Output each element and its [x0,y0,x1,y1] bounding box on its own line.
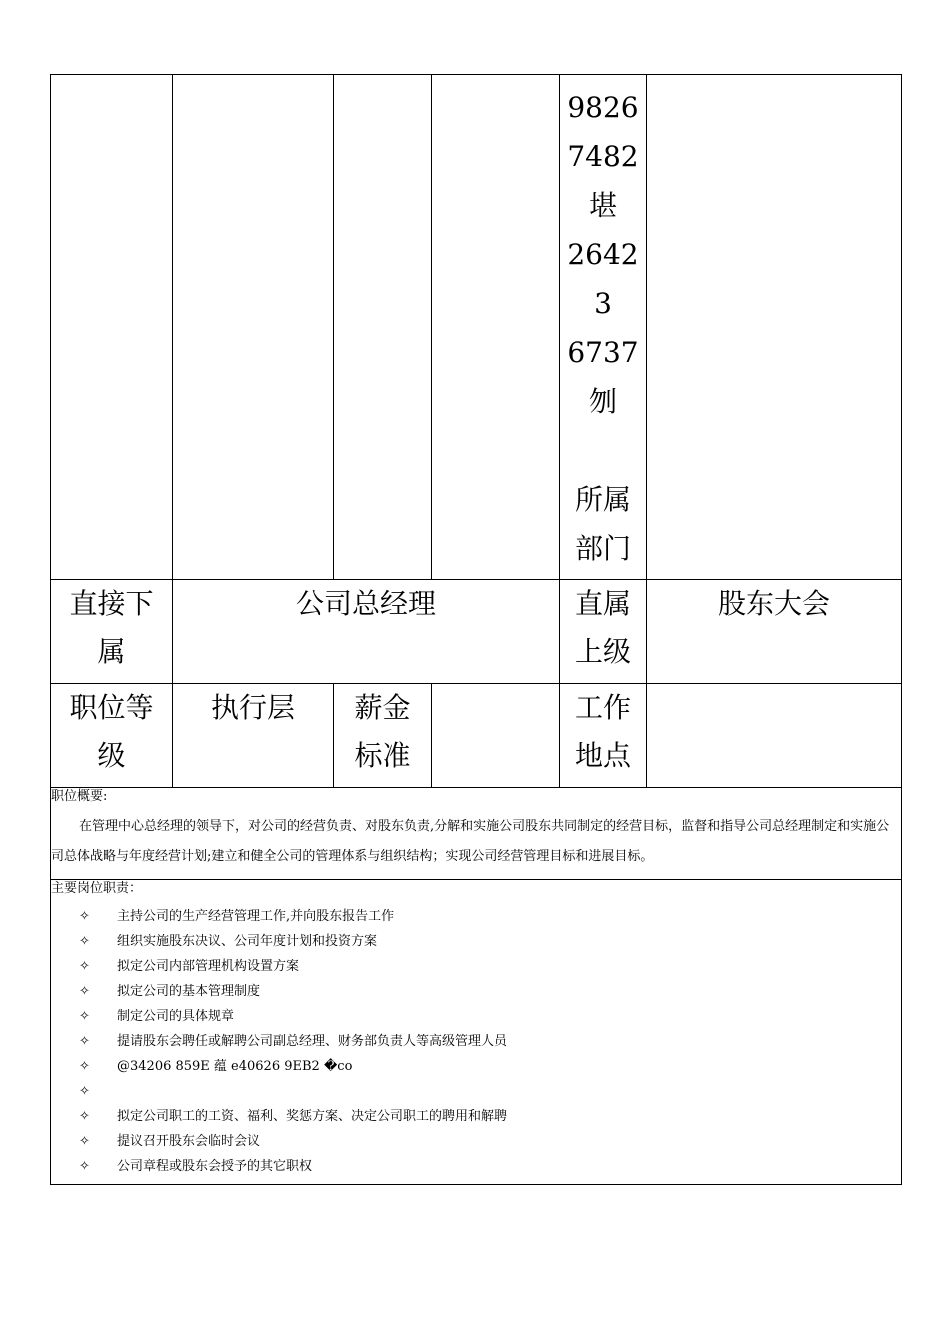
summary-text: 在管理中心总经理的领导下，对公司的经营负责、对股东负责,分解和实施公司股东共同制定的经营目标，监督和指导公司总经理制定和实施公司总体战略与年度经营计划;建立和健全公司的管理体系与组织结构；实现公司经营管理目标和进展目标。 [51,819,890,864]
code-line: 9826 [567,91,639,124]
grade-value: 执行层 [173,684,334,788]
code-stack [560,75,646,573]
list-item: ✧ 组织实施股东决议、公司年度计划和投资方案 [51,929,901,954]
grade-label: 职位等 级 [51,684,173,788]
salary-label: 薪金 标准 [334,684,432,788]
list-item: ✧ 提请股东会聘任或解聘公司副总经理、财务部负责人等高级管理人员 [51,1029,901,1054]
bullet-icon: ✧ [79,984,90,999]
top-cell-3 [334,75,432,580]
top-cell-2 [173,75,334,580]
bullet-icon: ✧ [79,1159,90,1174]
job-description-form [50,74,901,1185]
list-item: ✧ @34206 859E 蕴 e40626 9EB2 �co [51,1054,901,1079]
bullet-icon: ✧ [79,1134,90,1149]
list-item: ✧ 公司章程或股东会授予的其它职权 [51,1154,901,1179]
list-item: ✧ 主持公司的生产经营管理工作,并向股东报告工作 [51,904,901,929]
location-label: 工作 地点 [560,684,647,788]
bullet-icon: ✧ [79,959,90,974]
list-item: ✧ 制定公司的具体规章 [51,1004,901,1029]
bullet-icon: ✧ [79,1059,90,1074]
list-item: ✧ 拟定公司职工的工资、福利、奖惩方案、决定公司职工的聘用和解聘 [51,1104,901,1129]
bullet-icon: ✧ [79,1009,90,1024]
subordinate-value: 公司总经理 [173,580,560,684]
department-label-line: 部门 [574,532,631,565]
location-value [647,684,902,788]
code-line: 堪 [588,189,617,222]
salary-value [432,684,560,788]
code-line: 2642 [567,238,639,271]
superior-value: 股东大会 [647,580,902,684]
bullet-icon: ✧ [79,1109,90,1124]
code-line: 6737 [567,336,639,369]
duties-cell [51,880,902,1185]
superior-label: 直属 上级 [560,580,647,684]
subordinate-label: 直接下 属 [51,580,173,684]
list-item: ✧ 拟定公司的基本管理制度 [51,979,901,1004]
summary-cell [51,788,902,880]
subordinate-row [51,580,902,684]
top-row [51,75,902,580]
duties-row [51,880,902,1185]
code-line: 3 [594,287,612,320]
code-line: 7482 [567,140,639,173]
list-item: ✧ 提议召开股东会临时会议 [51,1129,901,1154]
list-item [51,1079,901,1104]
code-stack-cell [560,75,647,580]
grade-row [51,684,902,788]
bullet-icon: ✧ [79,1084,90,1099]
code-line: 刎 [588,385,617,418]
top-cell-1 [51,75,173,580]
bullet-icon: ✧ [79,934,90,949]
duties-title: 主要岗位职责： [51,881,143,896]
department-label-line: 所属 [574,483,631,516]
top-cell-4 [432,75,560,580]
job-table [50,74,902,1185]
code-line [560,426,646,475]
bullet-icon: ✧ [79,1034,90,1049]
summary-title: 职位概要: [51,789,108,804]
duties-list [51,904,901,1179]
summary-row [51,788,902,880]
bullet-icon: ✧ [79,909,90,924]
list-item: ✧ 拟定公司内部管理机构设置方案 [51,954,901,979]
top-cell-6 [647,75,902,580]
